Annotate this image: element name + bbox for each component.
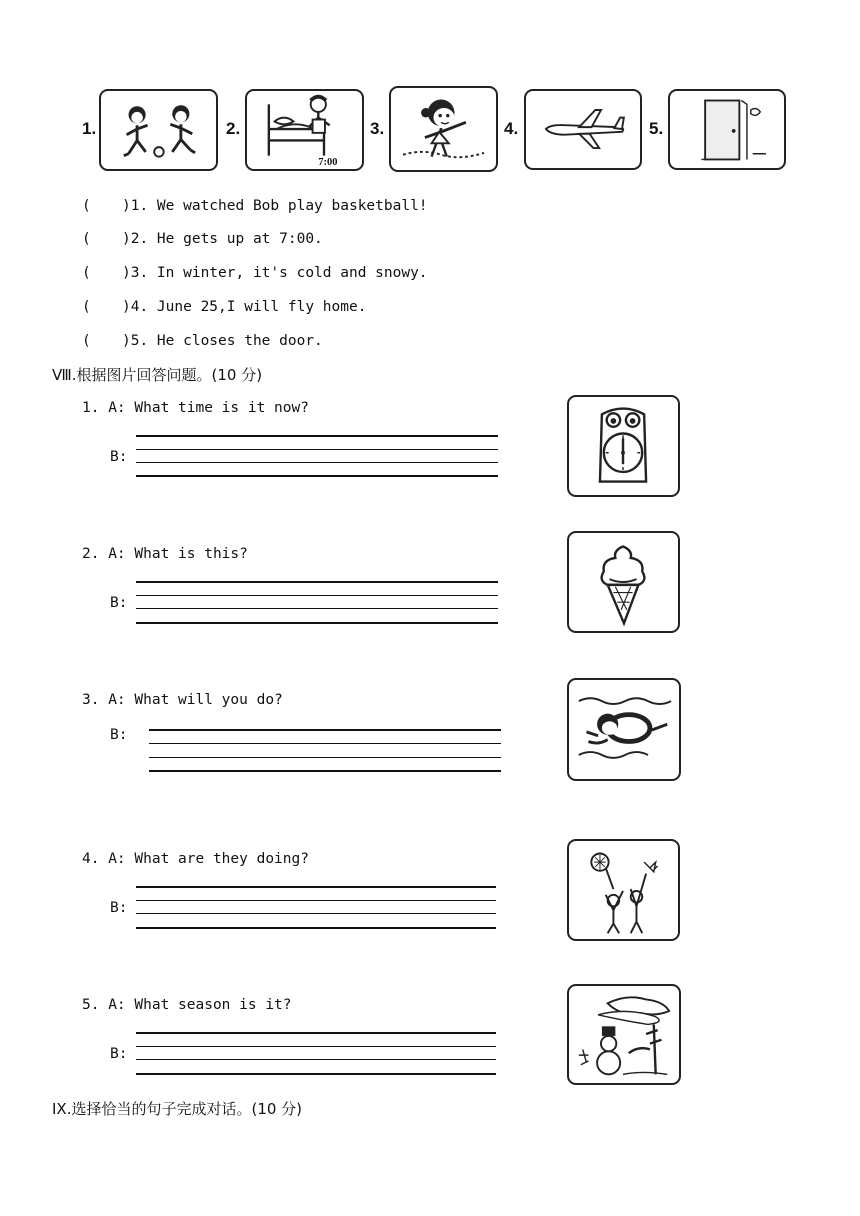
airplane-picture xyxy=(524,89,642,170)
butterfly-catching-picture xyxy=(567,839,680,941)
answer-paren-4[interactable]: ( xyxy=(82,299,91,315)
answer-paren-3[interactable]: ( xyxy=(82,265,91,281)
snowman-winter-icon xyxy=(569,986,679,1083)
picture-label-3: 3. xyxy=(370,119,385,138)
b-label-5: B: xyxy=(110,1046,128,1062)
b-label-1: B: xyxy=(110,449,128,465)
football-kids-icon xyxy=(101,91,216,169)
ice-cream-icon xyxy=(569,533,678,631)
catching-butterflies-icon xyxy=(569,841,678,939)
question-text-4: 4. A: What are they doing? xyxy=(82,851,309,867)
b-label-3: B: xyxy=(110,727,128,743)
matching-item-4: )4. June 25,I will fly home. xyxy=(122,299,367,315)
matching-item-2: )2. He gets up at 7:00. xyxy=(122,231,323,247)
answer-paren-2[interactable]: ( xyxy=(82,231,91,247)
question-text-5: 5. A: What season is it? xyxy=(82,997,292,1013)
picture-label-2: 2. xyxy=(226,119,241,138)
section-8-heading: Ⅷ.根据图片回答问题。(10 分) xyxy=(52,366,263,384)
picture-label-5: 5. xyxy=(649,119,664,138)
question-text-1: 1. A: What time is it now? xyxy=(82,400,309,416)
swimming-icon xyxy=(569,680,679,779)
winter-season-picture xyxy=(567,984,681,1085)
ice-cream-picture xyxy=(567,531,680,633)
matching-item-3: )3. In winter, it's cold and snowy. xyxy=(122,265,428,281)
picture-time-label: 7:00 xyxy=(318,157,338,169)
winter-girl-picture xyxy=(389,86,498,172)
picture-label-4: 4. xyxy=(504,119,519,138)
b-label-2: B: xyxy=(110,595,128,611)
section-9-heading: IX.选择恰当的句子完成对话。(10 分) xyxy=(52,1100,303,1118)
airplane-icon xyxy=(526,91,640,168)
door-picture xyxy=(668,89,786,170)
answer-paren-1[interactable]: ( xyxy=(82,198,91,214)
matching-item-1: )1. We watched Bob play basketball! xyxy=(122,198,428,214)
answer-paren-5[interactable]: ( xyxy=(82,333,91,349)
picture-label-1: 1. xyxy=(82,119,97,138)
door-icon xyxy=(670,91,784,168)
matching-item-5: )5. He closes the door. xyxy=(122,333,323,349)
question-text-3: 3. A: What will you do? xyxy=(82,692,283,708)
swimming-picture xyxy=(567,678,681,781)
question-text-2: 2. A: What is this? xyxy=(82,546,248,562)
getting-up-picture xyxy=(245,89,364,171)
b-label-4: B: xyxy=(110,900,128,916)
girl-pointing-icon xyxy=(391,88,496,170)
owl-clock-icon xyxy=(569,397,678,495)
football-kids-picture xyxy=(99,89,218,171)
bed-boy-icon xyxy=(247,91,362,169)
owl-clock-picture xyxy=(567,395,680,497)
